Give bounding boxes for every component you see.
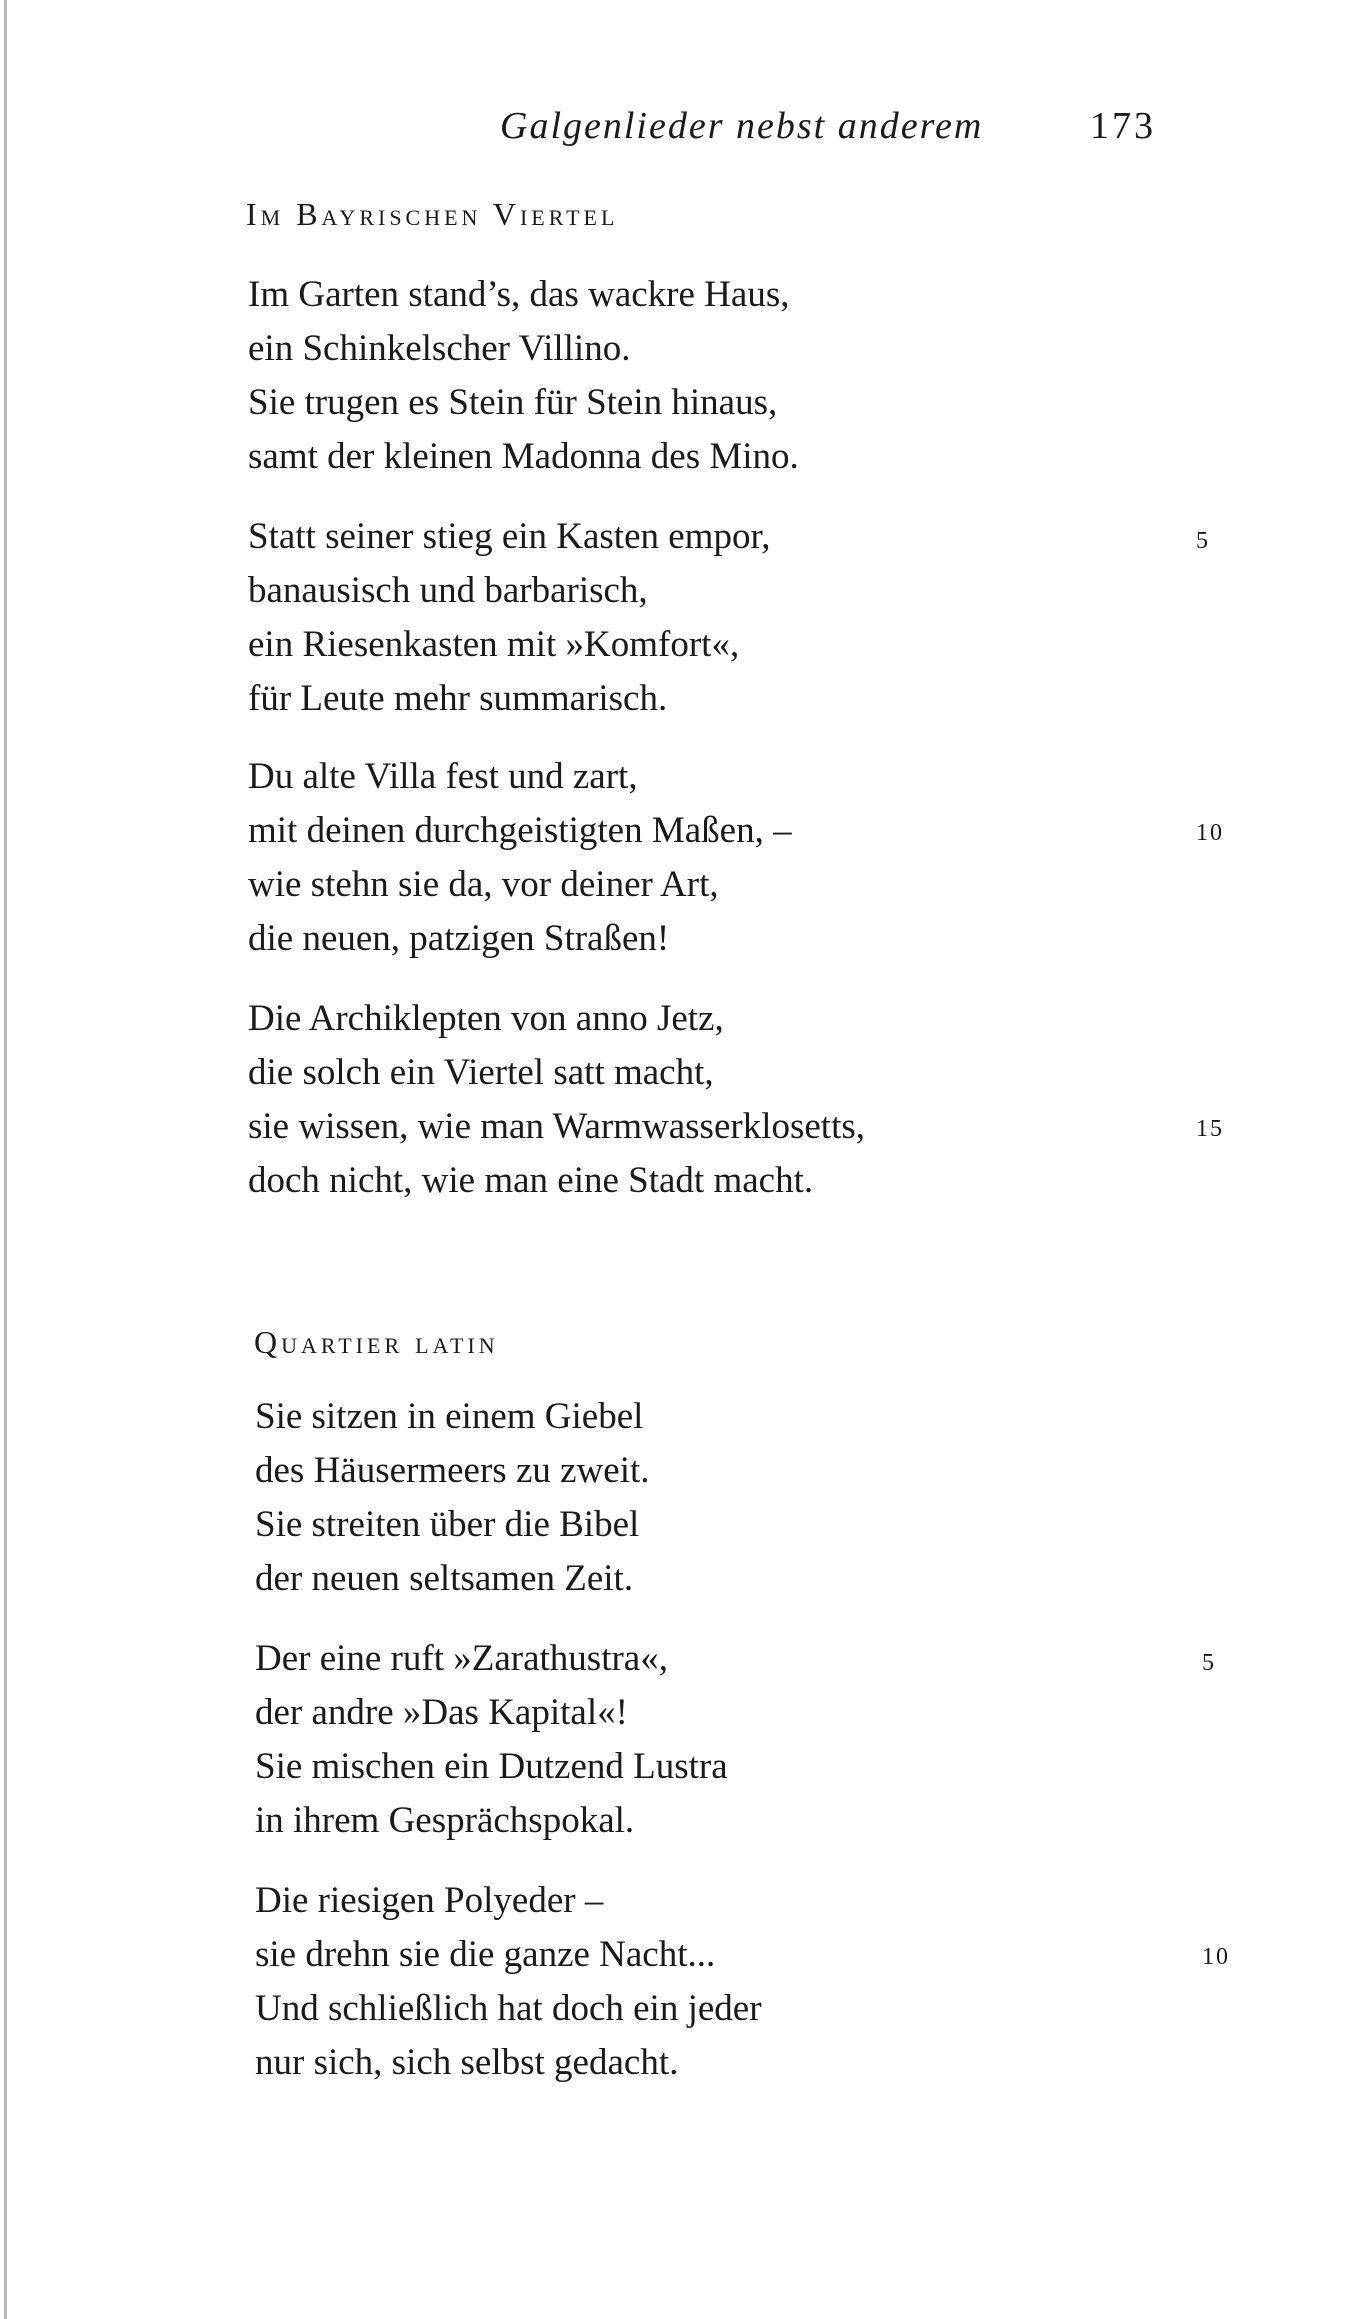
verse-line: sie wissen, wie man Warmwasserklosetts,	[248, 1106, 866, 1147]
verse-line: mit deinen durchgeistigten Maßen, –	[248, 810, 792, 851]
verse-line: banausisch und barbarisch,	[248, 570, 648, 611]
verse-line: des Häusermeers zu zweit.	[255, 1450, 650, 1491]
verse-line: Statt seiner stieg ein Kasten empor,	[248, 516, 771, 557]
verse-line: samt der kleinen Madonna des Mino.	[248, 436, 799, 477]
verse-line: Du alte Villa fest und zart,	[248, 756, 638, 797]
line-number: 10	[1196, 820, 1224, 846]
verse-line: Im Garten stand’s, das wackre Haus,	[248, 274, 790, 315]
verse-line: Der eine ruft »Zarathustra«,	[255, 1638, 668, 1679]
running-title: Galgenlieder nebst anderem	[500, 105, 984, 147]
verse-line: der neuen seltsamen Zeit.	[255, 1558, 634, 1599]
verse-line: Die riesigen Polyeder –	[255, 1880, 604, 1921]
verse-line: ein Schinkelscher Villino.	[248, 328, 631, 369]
verse-line: Sie trugen es Stein für Stein hinaus,	[248, 382, 778, 423]
page-number: 173	[1090, 105, 1156, 147]
verse-line: für Leute mehr summarisch.	[248, 678, 668, 719]
line-number: 5	[1202, 1650, 1216, 1676]
line-number: 15	[1196, 1116, 1224, 1142]
page-edge-line	[4, 0, 7, 2319]
verse-line: Sie mischen ein Dutzend Lustra	[255, 1746, 728, 1787]
verse-line: Die Archiklepten von anno Jetz,	[248, 998, 724, 1039]
verse-line: Sie streiten über die Bibel	[255, 1504, 640, 1545]
verse-line: Und schließlich hat doch ein jeder	[255, 1988, 762, 2029]
line-number: 5	[1196, 528, 1210, 554]
verse-line: Sie sitzen in einem Giebel	[255, 1396, 644, 1437]
verse-line: der andre »Das Kapital«!	[255, 1692, 628, 1733]
poem-title: Quartier latin	[254, 1324, 499, 1360]
poem-title: Im Bayrischen Viertel	[246, 196, 619, 232]
verse-line: doch nicht, wie man eine Stadt macht.	[248, 1160, 814, 1201]
verse-line: die neuen, patzigen Straßen!	[248, 918, 670, 959]
line-number: 10	[1202, 1944, 1230, 1970]
verse-line: in ihrem Gesprächspokal.	[255, 1800, 635, 1841]
verse-line: sie drehn sie die ganze Nacht...	[255, 1934, 716, 1975]
verse-line: die solch ein Viertel satt macht,	[248, 1052, 714, 1093]
verse-line: wie stehn sie da, vor deiner Art,	[248, 864, 719, 905]
verse-line: nur sich, sich selbst gedacht.	[255, 2042, 679, 2083]
verse-line: ein Riesenkasten mit »Komfort«,	[248, 624, 740, 665]
